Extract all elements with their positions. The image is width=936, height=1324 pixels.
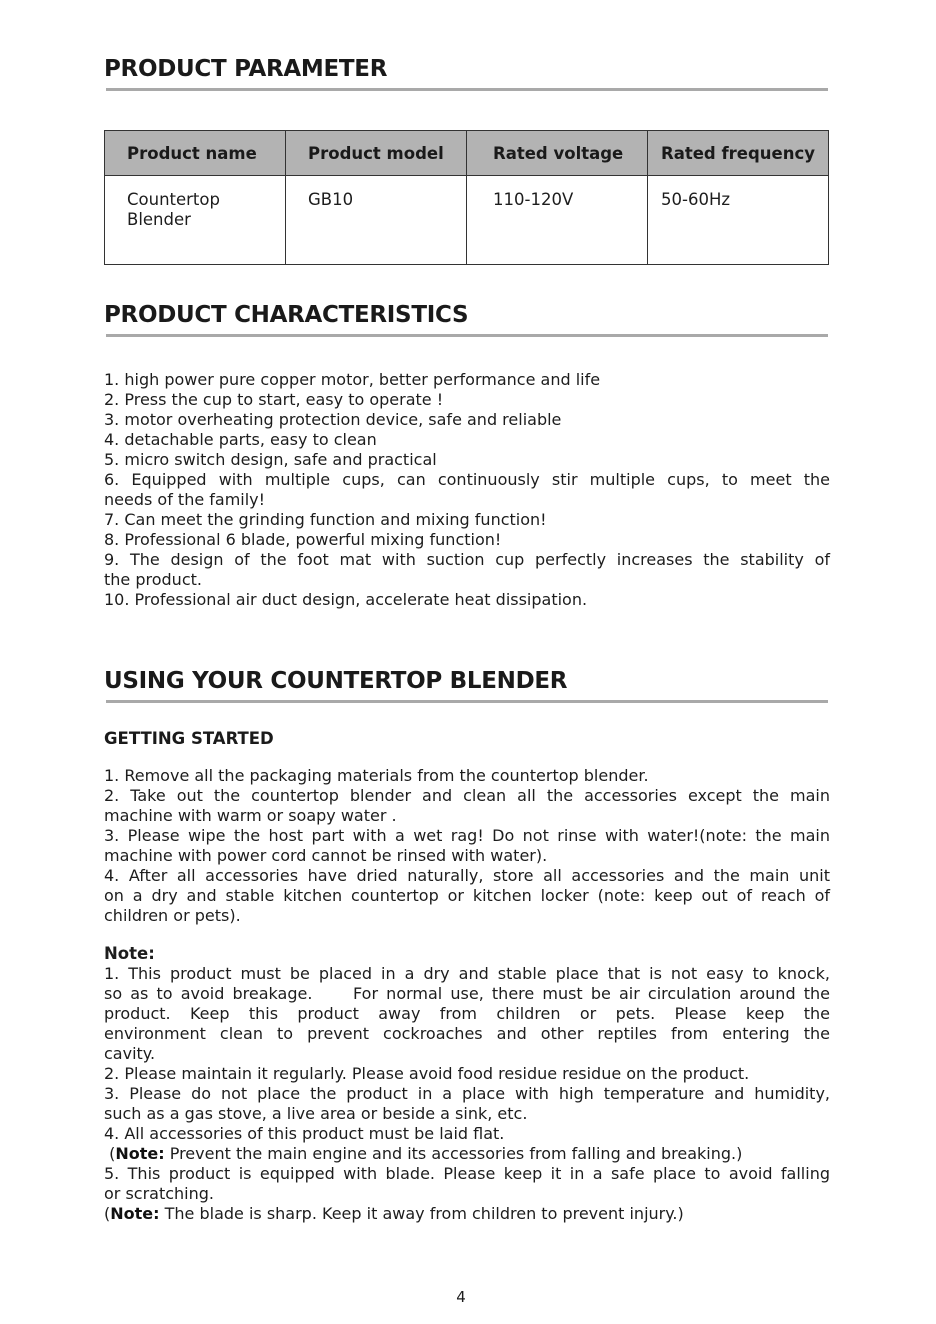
heading-divider bbox=[106, 88, 828, 91]
list-item: the product. bbox=[104, 570, 202, 589]
header-rated-frequency: Rated frequency bbox=[648, 131, 829, 176]
cell-product-model: GB10 bbox=[286, 176, 467, 265]
characteristics-list bbox=[104, 370, 830, 610]
list-item: environment clean to prevent cockroaches and other reptiles from entering the bbox=[104, 1024, 830, 1043]
inline-note-prefix: ( bbox=[104, 1204, 111, 1223]
cell-rated-voltage: 110-120V bbox=[467, 176, 648, 265]
inline-note-text: Prevent the main engine and its accessories from falling and breaking.) bbox=[164, 1144, 743, 1163]
list-item: such as a gas stove, a live area or beside a sink, etc. bbox=[104, 1104, 528, 1123]
list-item: 3. motor overheating protection device, safe and reliable bbox=[104, 410, 562, 429]
inline-note bbox=[104, 1204, 830, 1224]
list-item: 7. Can meet the grinding function and mixing function! bbox=[104, 510, 547, 529]
list-item: 8. Professional 6 blade, powerful mixing function! bbox=[104, 530, 502, 549]
list-item: 3. Please wipe the host part with a wet rag! Do not rinse with water!(note: the main bbox=[104, 826, 830, 845]
inline-note-label: Note: bbox=[110, 1204, 160, 1223]
note-block bbox=[104, 944, 830, 1224]
list-item: 6. Equipped with multiple cups, can continuously stir multiple cups, to meet the bbox=[104, 470, 830, 489]
table-header-row bbox=[105, 131, 829, 176]
list-item: so as to avoid breakage. For normal use, there must be air circulation around the bbox=[104, 984, 830, 1003]
list-item: product. Keep this product away from children or pets. Please keep the bbox=[104, 1004, 830, 1023]
cell-rated-frequency: 50-60Hz bbox=[648, 176, 829, 265]
list-item: 9. The design of the foot mat with suction cup perfectly increases the stability of bbox=[104, 550, 830, 569]
list-item: 5. This product is equipped with blade. Please keep it in a safe place to avoid falling bbox=[104, 1164, 830, 1183]
list-item: 2. Take out the countertop blender and clean all the accessories except the main bbox=[104, 786, 830, 805]
list-item: needs of the family! bbox=[104, 490, 266, 509]
using-heading: USING YOUR COUNTERTOP BLENDER bbox=[104, 668, 568, 694]
list-item: 3. Please do not place the product in a place with high temperature and humidity, bbox=[104, 1084, 830, 1103]
product-characteristics-heading: PRODUCT CHARACTERISTICS bbox=[104, 302, 469, 328]
product-parameter-heading: PRODUCT PARAMETER bbox=[104, 56, 388, 82]
list-item: 4. All accessories of this product must be laid flat. bbox=[104, 1124, 505, 1143]
list-item: 1. high power pure copper motor, better performance and life bbox=[104, 370, 601, 389]
inline-note bbox=[104, 1144, 830, 1164]
list-item: machine with warm or soapy water . bbox=[104, 806, 397, 825]
inline-note-label: Note: bbox=[115, 1144, 165, 1163]
page-number: 4 bbox=[456, 1288, 466, 1306]
table-row bbox=[105, 176, 829, 265]
list-item: 1. Remove all the packaging materials from the countertop blender. bbox=[104, 766, 649, 785]
list-item: 2. Press the cup to start, easy to operate ! bbox=[104, 390, 444, 409]
list-item: on a dry and stable kitchen countertop or kitchen locker (note: keep out of reach of bbox=[104, 886, 830, 905]
list-item: 10. Professional air duct design, accelerate heat dissipation. bbox=[104, 590, 588, 609]
inline-note-text: The blade is sharp. Keep it away from children to prevent injury.) bbox=[159, 1204, 684, 1223]
inline-note-prefix: ( bbox=[104, 1144, 116, 1163]
header-rated-voltage: Rated voltage bbox=[467, 131, 648, 176]
list-item: or scratching. bbox=[104, 1184, 215, 1203]
list-item: 4. After all accessories have dried naturally, store all accessories and the main unit bbox=[104, 866, 830, 885]
list-item: 1. This product must be placed in a dry and stable place that is not easy to knock, bbox=[104, 964, 830, 983]
header-product-name: Product name bbox=[105, 131, 286, 176]
note-label: Note: bbox=[104, 944, 155, 963]
list-item: 2. Please maintain it regularly. Please avoid food residue residue on the product. bbox=[104, 1064, 750, 1083]
heading-divider bbox=[106, 334, 828, 337]
list-item: machine with power cord cannot be rinsed with water). bbox=[104, 846, 548, 865]
list-item: 4. detachable parts, easy to clean bbox=[104, 430, 377, 449]
list-item: 5. micro switch design, safe and practical bbox=[104, 450, 437, 469]
getting-started-heading: GETTING STARTED bbox=[104, 729, 274, 748]
header-product-model: Product model bbox=[286, 131, 467, 176]
cell-product-name: Countertop Blender bbox=[105, 176, 286, 265]
list-item: children or pets). bbox=[104, 906, 241, 925]
list-item: cavity. bbox=[104, 1044, 156, 1063]
product-parameter-table bbox=[104, 130, 829, 265]
heading-divider bbox=[106, 700, 828, 703]
getting-started-list bbox=[104, 766, 830, 926]
